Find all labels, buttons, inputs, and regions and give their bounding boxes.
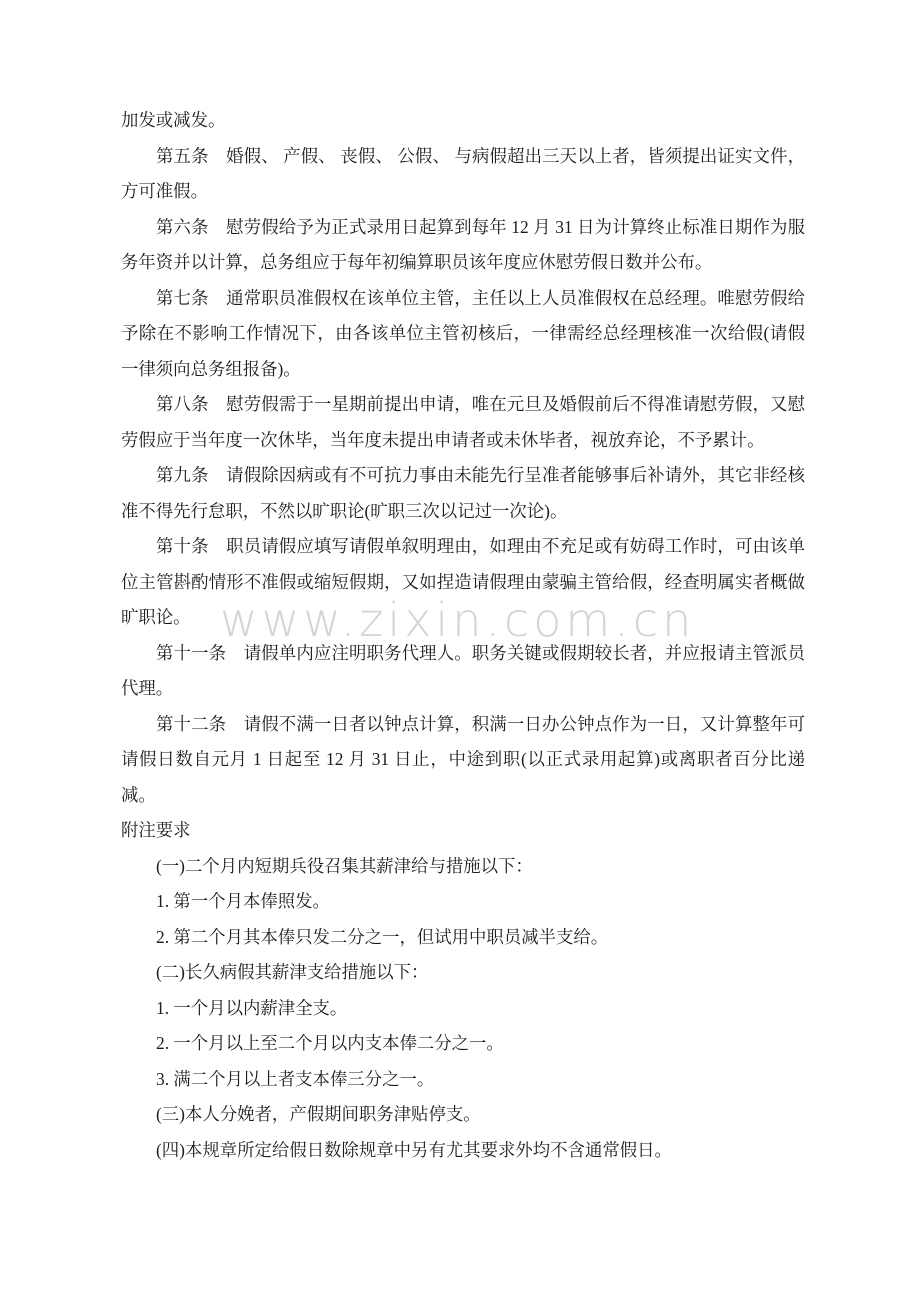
paragraph: 2. 一个月以上至二个月以内支本俸二分之一。 <box>156 1033 504 1053</box>
paragraph: (四)本规章所定给假日数除规章中另有尤其要求外均不含通常假日。 <box>156 1139 672 1160</box>
paragraph: 3. 满二个月以上者支本俸三分之一。 <box>156 1068 435 1089</box>
paragraph: 1. 一个月以内薪津全支。 <box>156 997 348 1018</box>
watermark: www.zixin.com.cn <box>220 593 696 647</box>
paragraph: 第六条 慰劳假给予为正式录用日起算到每年 12 月 31 日为计算终止标准日期作为服务年资并以计算，总务组应于每年初编算职员该年度应休慰劳假日数并公布。 <box>121 216 805 272</box>
paragraph: (一)二个月内短期兵役召集其薪津给与措施以下： <box>156 855 533 876</box>
paragraph: 附注要求 <box>121 820 191 840</box>
paragraph: 第九条 请假除因病或有不可抗力事由未能先行呈准者能够事后补请外，其它非经核准不得先行怠职，不然以旷职论(旷职三次以记过一次论)。 <box>121 465 805 521</box>
paragraph: 第八条 慰劳假需于一星期前提出申请，唯在元旦及婚假前后不得准请慰劳假，又慰劳假应于当年度一次休毕，当年度未提出申请者或未休毕者，视放弃论，不予累计。 <box>121 394 805 450</box>
paragraph: 加发或减发。 <box>121 110 226 130</box>
paragraph: 第十二条 请假不满一日者以钟点计算，积满一日办公钟点作为一日，又计算整年可请假日数自元月 1 日起至 12 月 31 日止，中途到职(以正式录用起算)或离职者百分比递减。 <box>121 713 805 805</box>
paragraph: 第七条 通常职员准假权在该单位主管，主任以上人员准假权在总经理。唯慰劳假给予除在不影响工作情况下，由各该单位主管初核后，一律需经总经理核准一次给假(请假一律须向总务组报备)。 <box>121 287 805 379</box>
document-text-block <box>121 103 805 1168</box>
paragraph: (二)长久病假其薪津支给措施以下： <box>156 962 429 982</box>
paragraph: 2. 第二个月其本俸只发二分之一，但试用中职员减半支给。 <box>156 926 609 947</box>
paragraph: 第五条 婚假、 产假、 丧假、 公假、 与病假超出三天以上者，皆须提出证实文件，方可准假。 <box>121 145 805 201</box>
paragraph: 第十一条 请假单内应注明职务代理人。职务关键或假期较长者，并应报请主管派员代理。 <box>121 642 805 698</box>
paragraph: (三)本人分娩者，产假期间职务津贴停支。 <box>156 1104 481 1124</box>
paragraph: 1. 第一个月本俸照发。 <box>156 891 330 911</box>
paragraph: 第十条 职员请假应填写请假单叙明理由，如理由不充足或有妨碍工作时，可由该单位主管斟酌情形不准假或缩短假期，又如捏造请假理由蒙骗主管给假，经查明属实者概做旷职论。 <box>121 536 805 627</box>
